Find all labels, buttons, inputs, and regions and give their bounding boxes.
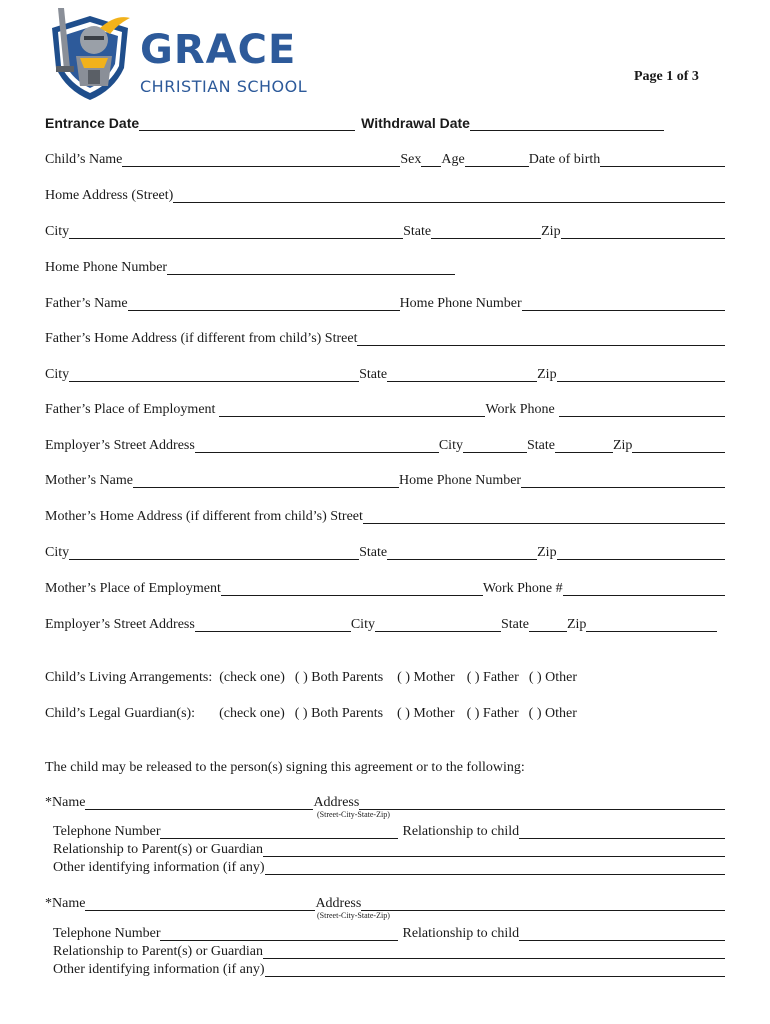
child-address-field[interactable] (173, 188, 725, 203)
child-age-field[interactable] (465, 152, 529, 167)
person-2-relationship-child-field[interactable] (519, 926, 725, 941)
person-1-address-field[interactable] (359, 795, 725, 810)
child-phone-row (45, 258, 455, 275)
mother-name-label: Mother’s Name (45, 473, 133, 488)
living-arrangements-row (45, 668, 577, 685)
child-city-row (45, 222, 725, 239)
mother-state-label: State (359, 545, 388, 560)
child-dob-field[interactable] (600, 152, 725, 167)
person-2-phone-label: Telephone Number (53, 926, 161, 941)
father-employer-row (45, 436, 725, 453)
person-1-phone-field[interactable] (160, 824, 398, 839)
mother-employer-city-label: City (350, 617, 375, 632)
mother-employer-state-field[interactable] (529, 617, 567, 632)
father-employer-zip-label: Zip (612, 438, 633, 453)
child-city-label: City (45, 224, 70, 239)
person-1-address-note: (Street-City-State-Zip) (317, 810, 390, 819)
father-employment-label: Father’s Place of Employment (45, 402, 216, 417)
father-home-phone-field[interactable] (522, 296, 725, 311)
child-zip-field[interactable] (561, 224, 725, 239)
father-city-row (45, 365, 725, 382)
person-2-relationship-child-label: Relationship to child (402, 926, 520, 941)
mother-name-field[interactable] (133, 473, 399, 488)
child-name-row (45, 150, 725, 167)
child-phone-label: Home Phone Number (45, 260, 168, 275)
release-intro (45, 758, 525, 775)
living-option-mother[interactable]: ( ) Mother (397, 670, 455, 685)
person-2-other-info-label: Other identifying information (if any) (53, 962, 265, 977)
mother-address-field[interactable] (363, 509, 725, 524)
living-option-both-parents[interactable]: ( ) Both Parents (294, 670, 384, 685)
page-number: Page 1 of 3 (634, 69, 699, 84)
father-employer-city-label: City (438, 438, 463, 453)
entrance-date-field[interactable] (139, 116, 355, 131)
father-employer-state-field[interactable] (555, 438, 613, 453)
mother-employment-row (45, 579, 725, 596)
release-person-2-name-row (45, 894, 725, 911)
person-1-address-label: Address (313, 795, 360, 810)
father-employment-field[interactable] (219, 402, 485, 417)
mother-employer-address-field[interactable] (195, 617, 351, 632)
release-person-2-other-row (53, 960, 725, 977)
release-intro-text: The child may be released to the person(s) signing this agreement or to the following: (45, 760, 525, 775)
mother-home-phone-label: Home Phone Number (399, 473, 522, 488)
father-address-label: Father’s Home Address (if different from child’s) Street (45, 331, 358, 346)
guardian-option-mother[interactable]: ( ) Mother (397, 706, 455, 721)
child-state-label: State (403, 224, 432, 239)
child-zip-label: Zip (541, 224, 561, 239)
person-1-phone-label: Telephone Number (53, 824, 161, 839)
mother-city-row (45, 543, 725, 560)
mother-work-phone-label: Work Phone # (482, 581, 563, 596)
person-2-other-info-field[interactable] (265, 962, 726, 977)
child-dob-label: Date of birth (528, 152, 601, 167)
mother-state-field[interactable] (387, 545, 537, 560)
person-1-relationship-child-field[interactable] (519, 824, 725, 839)
mother-employer-row (45, 615, 717, 632)
release-person-1-other-row (53, 858, 725, 875)
mother-employer-zip-label: Zip (566, 617, 587, 632)
person-2-name-field[interactable] (85, 896, 315, 911)
father-name-label: Father’s Name (45, 296, 128, 311)
mother-zip-field[interactable] (557, 545, 725, 560)
person-1-other-info-label: Other identifying information (if any) (53, 860, 265, 875)
child-name-field[interactable] (122, 152, 400, 167)
person-2-address-label: Address (315, 896, 362, 911)
father-employment-row (45, 400, 725, 417)
guardian-option-other[interactable]: ( ) Other (528, 706, 577, 721)
mother-employer-state-label: State (500, 617, 529, 632)
living-label: Child’s Living Arrangements: (45, 670, 213, 685)
child-name-label: Child’s Name (45, 152, 123, 167)
living-option-other[interactable]: ( ) Other (528, 670, 578, 685)
person-2-name-label: *Name (45, 896, 86, 911)
guardian-option-father[interactable]: ( ) Father (466, 706, 519, 721)
child-address-row (45, 186, 725, 203)
mother-work-phone-field[interactable] (563, 581, 725, 596)
guardian-check-note: (check one) (219, 706, 285, 721)
mother-address-label: Mother’s Home Address (if different from child’s) Street (45, 509, 363, 524)
dates-row (45, 114, 685, 131)
father-city-label: City (45, 367, 70, 382)
mother-home-phone-field[interactable] (521, 473, 725, 488)
mother-city-field[interactable] (69, 545, 359, 560)
father-home-phone-label: Home Phone Number (399, 296, 522, 311)
guardian-option-both-parents[interactable]: ( ) Both Parents (294, 706, 384, 721)
father-work-phone-label: Work Phone (485, 402, 555, 417)
logo-subtitle: CHRISTIAN SCHOOL (140, 77, 308, 96)
person-1-relationship-parent-label: Relationship to Parent(s) or Guardian (53, 842, 263, 857)
father-employer-address-field[interactable] (195, 438, 439, 453)
person-1-name-field[interactable] (85, 795, 313, 810)
mother-employment-label: Mother’s Place of Employment (45, 581, 221, 596)
mother-address-row (45, 507, 725, 524)
release-person-1-phone-row (53, 822, 725, 839)
person-2-phone-field[interactable] (160, 926, 398, 941)
child-city-field[interactable] (69, 224, 403, 239)
mother-city-label: City (45, 545, 70, 560)
child-age-label: Age (441, 152, 465, 167)
person-2-relationship-parent-field[interactable] (263, 944, 725, 959)
mother-employer-address-label: Employer’s Street Address (45, 617, 195, 632)
release-person-2-phone-row (53, 924, 725, 941)
mother-name-row (45, 471, 725, 488)
person-2-address-field[interactable] (361, 896, 725, 911)
mother-employer-city-field[interactable] (375, 617, 501, 632)
child-phone-field[interactable] (167, 260, 455, 275)
father-name-field[interactable] (128, 296, 400, 311)
father-address-field[interactable] (357, 331, 725, 346)
withdrawal-date-label: Withdrawal Date (361, 115, 470, 131)
father-zip-field[interactable] (557, 367, 725, 382)
father-work-phone-field[interactable] (559, 402, 725, 417)
father-state-field[interactable] (387, 367, 537, 382)
person-1-other-info-field[interactable] (265, 860, 726, 875)
person-1-relationship-child-label: Relationship to child (402, 824, 520, 839)
child-address-label: Home Address (Street) (45, 188, 174, 203)
child-sex-field[interactable] (421, 152, 441, 167)
child-sex-label: Sex (400, 152, 422, 167)
father-zip-label: Zip (537, 367, 557, 382)
mother-employment-field[interactable] (221, 581, 483, 596)
release-person-2-relationship-row (53, 942, 725, 959)
father-employer-state-label: State (526, 438, 555, 453)
father-city-field[interactable] (69, 367, 359, 382)
person-2-address-note: (Street-City-State-Zip) (317, 911, 390, 920)
living-option-father[interactable]: ( ) Father (466, 670, 519, 685)
guardian-label: Child’s Legal Guardian(s): (45, 706, 196, 721)
release-person-1-name-row (45, 793, 725, 810)
school-logo (44, 6, 314, 102)
father-state-label: State (359, 367, 388, 382)
release-person-1-relationship-row (53, 840, 725, 857)
mother-zip-label: Zip (537, 545, 557, 560)
knight-shield-icon (44, 6, 134, 102)
entrance-date-label: Entrance Date (45, 115, 140, 131)
father-address-row (45, 329, 725, 346)
father-employer-zip-field[interactable] (632, 438, 725, 453)
living-check-note: (check one) (219, 670, 285, 685)
person-1-relationship-parent-field[interactable] (263, 842, 725, 857)
father-employer-address-label: Employer’s Street Address (45, 438, 195, 453)
mother-employer-zip-field[interactable] (586, 617, 717, 632)
person-2-relationship-parent-label: Relationship to Parent(s) or Guardian (53, 944, 263, 959)
father-name-row (45, 294, 725, 311)
withdrawal-date-field[interactable] (470, 116, 664, 131)
person-1-name-label: *Name (45, 795, 86, 810)
child-state-field[interactable] (431, 224, 541, 239)
legal-guardian-row (45, 704, 577, 721)
logo-title: GRACE (140, 27, 297, 73)
father-employer-city-field[interactable] (463, 438, 527, 453)
